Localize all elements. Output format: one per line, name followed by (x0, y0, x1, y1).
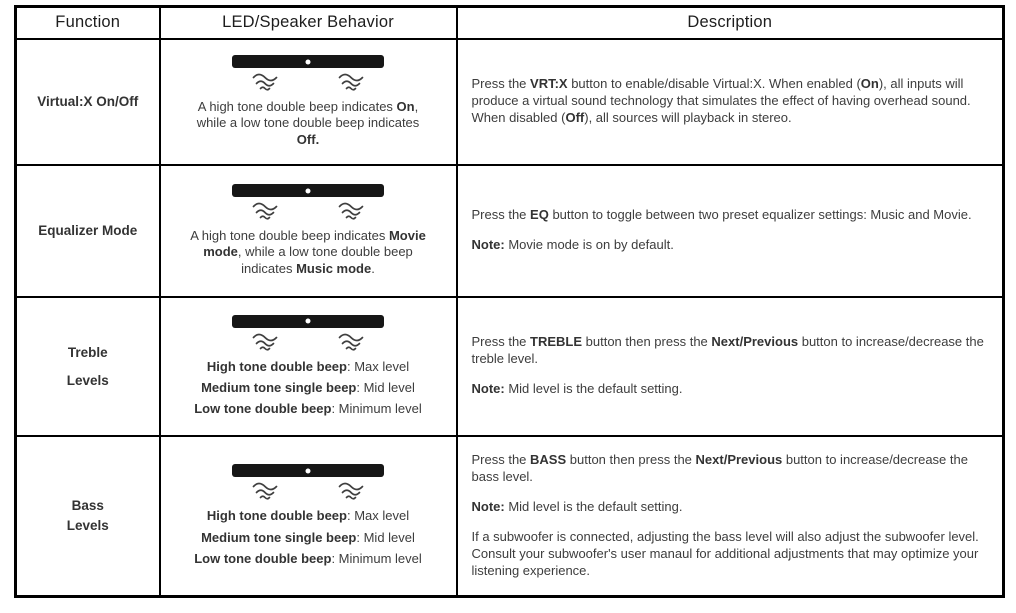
sound-waves (171, 331, 446, 353)
sound-wave-icon (251, 71, 279, 93)
table-row-treble (16, 297, 1004, 436)
behavior-text: A high tone double beep indicates On, while a low tone double beep indicates Off. (196, 99, 420, 147)
description-cell (457, 297, 1004, 436)
function-cell (16, 165, 160, 297)
description-text: Press the BASS button then press the Next/Previous button to increase/decrease the bass level. Note: Mid level is the default setting. If a subwoofer is connected, adjusting the bass level will also adjust the subwoofer level. Consult your subwoofer's user manaul for additional adjustments that may optimize your listening experience. (471, 452, 979, 578)
sound-wave-icon (251, 331, 279, 353)
sound-waves (171, 480, 446, 502)
description-cell (457, 436, 1004, 597)
behavior-cell (160, 436, 457, 597)
behavior-text: High tone double beep: Max level Medium tone single beep: Mid level Low tone double beep: Minimum level (194, 508, 422, 566)
sound-wave-icon (337, 331, 365, 353)
table-header-row (16, 7, 1004, 39)
behavior-text: A high tone double beep indicates Movie mode, while a low tone double beep indicates Music mode. (190, 228, 426, 276)
table-row-equalizer (16, 165, 1004, 297)
sound-wave-icon (251, 480, 279, 502)
function-label: Bass Levels (66, 498, 109, 534)
function-cell (16, 436, 160, 597)
led-dot-icon (306, 319, 311, 324)
led-dot-icon (306, 59, 311, 64)
function-cell (16, 297, 160, 436)
sound-waves (171, 200, 446, 222)
function-behavior-table (14, 5, 1005, 598)
description-cell (457, 39, 1004, 165)
description-text: Press the TREBLE button then press the Next/Previous button to increase/decrease the treble level. Note: Mid level is the default setting. (471, 334, 984, 396)
sound-wave-icon (337, 71, 365, 93)
behavior-cell (160, 297, 457, 436)
function-cell (16, 39, 160, 165)
soundbar-graphic (232, 315, 384, 328)
led-dot-icon (306, 188, 311, 193)
description-text: Press the VRT:X button to enable/disable Virtual:X. When enabled (On), all inputs will produce a virtual sound technology that simulates the effect of having overhead sound. When disabled (Off), all sources will playback in stereo. (471, 76, 971, 125)
function-label: Treble Levels (66, 344, 109, 388)
table-row-virtualx (16, 39, 1004, 165)
behavior-cell (160, 165, 457, 297)
description-cell (457, 165, 1004, 297)
sound-wave-icon (337, 200, 365, 222)
soundbar-graphic (232, 184, 384, 197)
sound-wave-icon (337, 480, 365, 502)
sound-waves (171, 71, 446, 93)
behavior-cell (160, 39, 457, 165)
function-label: Virtual:X On/Off (37, 94, 139, 109)
table-row-bass (16, 436, 1004, 597)
header-function: Function (16, 7, 160, 39)
sound-wave-icon (251, 200, 279, 222)
description-text: Press the EQ button to toggle between two preset equalizer settings: Music and Movie. Note: Movie mode is on by default. (471, 207, 972, 252)
soundbar-graphic (232, 55, 384, 68)
header-led-speaker-behavior: LED/Speaker Behavior (160, 7, 457, 39)
led-dot-icon (306, 468, 311, 473)
header-description: Description (457, 7, 1004, 39)
soundbar-graphic (232, 464, 384, 477)
behavior-text: High tone double beep: Max level Medium tone single beep: Mid level Low tone double beep: Minimum level (194, 358, 422, 417)
function-label: Equalizer Mode (38, 223, 138, 238)
